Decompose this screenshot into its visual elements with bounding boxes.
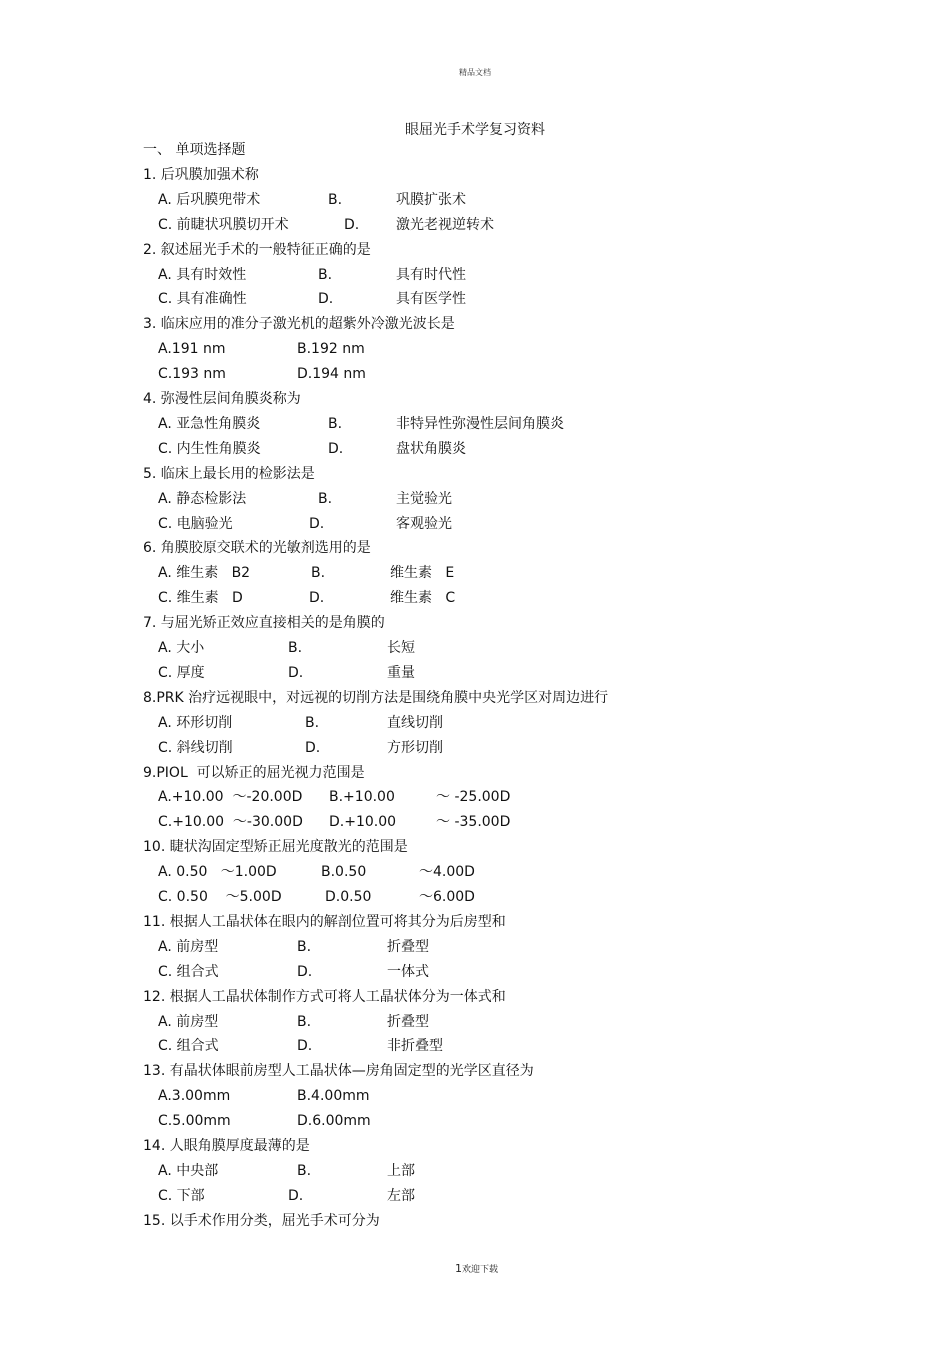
answer-option: D. xyxy=(297,963,313,980)
answer-option: ～ -25.00D xyxy=(436,789,511,806)
answer-option: C.5.00mm xyxy=(158,1113,231,1130)
question-stem: 15. 以手术作用分类，屈光手术可分为 xyxy=(143,1212,380,1229)
answer-option: A. 中央部 xyxy=(158,1162,219,1179)
answer-option: 折叠型 xyxy=(387,938,429,955)
answer-option: 直线切削 xyxy=(387,714,443,731)
question-stem: 14. 人眼角膜厚度最薄的是 xyxy=(143,1138,310,1154)
answer-option: A. 0.50 ～1.00D xyxy=(158,864,277,881)
answer-option: 非折叠型 xyxy=(387,1038,443,1055)
answer-option: A. 大小 xyxy=(158,640,205,656)
answer-option: A. 环形切削 xyxy=(158,714,233,731)
answer-option: D. xyxy=(309,515,325,532)
question-stem: 8.PRK 治疗远视眼中，对远视的切削方法是围绕角膜中央光学区对周边进行 xyxy=(143,689,609,706)
page-header: 精品文档 xyxy=(459,68,491,77)
answer-option: B. xyxy=(311,565,326,582)
answer-option: 一体式 xyxy=(387,963,429,980)
answer-option: D. xyxy=(318,291,334,308)
answer-option: B.4.00mm xyxy=(297,1088,370,1105)
answer-option: C. 维生素 D xyxy=(158,590,243,607)
footer-text: 欢迎下载 xyxy=(462,1265,499,1275)
answer-option: A. 静态检影法 xyxy=(158,490,247,507)
answer-option: C. 组合式 xyxy=(158,963,219,980)
answer-option: B.192 nm xyxy=(297,341,365,358)
answer-option: B. xyxy=(305,714,320,731)
question-stem: 2. 叙述屈光手术的一般特征正确的是 xyxy=(143,241,371,258)
answer-option: D.0.50 xyxy=(325,889,372,905)
question-stem: 13. 有晶状体眼前房型人工晶状体—房角固定型的光学区直径为 xyxy=(143,1063,534,1080)
answer-option: A. 前房型 xyxy=(158,938,219,955)
document-title: 眼屈光手术学复习资料 xyxy=(405,122,545,138)
answer-option: 具有医学性 xyxy=(396,291,466,308)
answer-option: B.+10.00 xyxy=(329,789,395,806)
answer-option: 上部 xyxy=(387,1162,415,1179)
question-stem: 3. 临床应用的准分子激光机的超紫外冷激光波长是 xyxy=(143,316,455,333)
answer-option: C. 前睫状巩膜切开术 xyxy=(158,216,289,233)
answer-option: B.0.50 xyxy=(321,864,367,881)
answer-option: D. xyxy=(305,739,321,756)
answer-option: A. 前房型 xyxy=(158,1013,219,1030)
answer-option: C.+10.00 ～-30.00D xyxy=(158,814,303,831)
answer-option: 巩膜扩张术 xyxy=(396,191,466,208)
answer-option: 激光老视逆转术 xyxy=(396,216,494,233)
answer-option: C. 内生性角膜炎 xyxy=(158,440,261,457)
question-stem: 9.PIOL 可以矫正的屈光视力范围是 xyxy=(143,764,365,781)
answer-option: D.6.00mm xyxy=(297,1113,371,1130)
answer-option: D. xyxy=(297,1038,313,1055)
answer-option: D. xyxy=(288,1187,304,1204)
answer-option: 客观验光 xyxy=(396,515,452,532)
answer-option: 折叠型 xyxy=(387,1013,429,1030)
question-stem: 12. 根据人工晶状体制作方式可将人工晶状体分为一体式和 xyxy=(143,988,506,1005)
answer-option: 盘状角膜炎 xyxy=(396,440,466,457)
answer-option: B. xyxy=(318,266,333,283)
answer-option: 长短 xyxy=(387,640,415,656)
section-heading: 一、 单项选择题 xyxy=(143,142,246,158)
answer-option: B. xyxy=(297,938,312,955)
answer-option: A. 亚急性角膜炎 xyxy=(158,415,261,432)
answer-option: D.+10.00 xyxy=(329,814,397,831)
answer-option: B. xyxy=(328,415,343,432)
answer-option: B. xyxy=(297,1162,312,1179)
answer-option: 重量 xyxy=(387,664,415,681)
answer-option: C. 电脑验光 xyxy=(158,515,233,532)
answer-option: C. 斜线切削 xyxy=(158,739,233,756)
answer-option: A.+10.00 ～-20.00D xyxy=(158,789,303,806)
answer-option: D. xyxy=(288,664,304,681)
question-stem: 5. 临床上最长用的检影法是 xyxy=(143,465,315,482)
question-stem: 7. 与屈光矫正效应直接相关的是角膜的 xyxy=(143,615,385,632)
answer-option: A. 后巩膜兜带术 xyxy=(158,191,261,208)
answer-option: B. xyxy=(328,191,343,208)
page-number: 1 xyxy=(455,1262,462,1275)
answer-option: C. 具有准确性 xyxy=(158,291,247,308)
answer-option: ～ -35.00D xyxy=(436,814,511,831)
answer-option: 左部 xyxy=(387,1187,415,1204)
answer-option: C. 厚度 xyxy=(158,664,205,681)
question-stem: 6. 角膜胶原交联术的光敏剂选用的是 xyxy=(143,540,371,557)
answer-option: 非特异性弥漫性层间角膜炎 xyxy=(396,415,564,432)
answer-option: 具有时代性 xyxy=(396,266,466,283)
answer-option: B. xyxy=(288,640,303,656)
answer-option: 维生素 C xyxy=(390,590,456,607)
answer-option: D. xyxy=(344,216,360,233)
answer-option: A. 维生素 B2 xyxy=(158,565,251,582)
answer-option: 主觉验光 xyxy=(396,490,452,507)
answer-option: C. 组合式 xyxy=(158,1038,219,1055)
answer-option: ～6.00D xyxy=(419,889,475,905)
answer-option: C. 下部 xyxy=(158,1187,205,1204)
answer-option: C.193 nm xyxy=(158,366,226,383)
answer-option: A.191 nm xyxy=(158,341,226,358)
answer-option: A. 具有时效性 xyxy=(158,266,247,283)
answer-option: 维生素 E xyxy=(390,565,455,582)
answer-option: B. xyxy=(318,490,333,507)
answer-option: ～4.00D xyxy=(419,864,475,881)
answer-option: D.194 nm xyxy=(297,366,366,383)
question-stem: 10. 睫状沟固定型矫正屈光度散光的范围是 xyxy=(143,839,408,856)
page-footer xyxy=(455,1262,498,1275)
question-stem: 11. 根据人工晶状体在眼内的解剖位置可将其分为后房型和 xyxy=(143,913,506,930)
question-stem: 4. 弥漫性层间角膜炎称为 xyxy=(143,391,301,407)
answer-option: D. xyxy=(328,440,344,457)
answer-option: A.3.00mm xyxy=(158,1088,231,1105)
answer-option: C. 0.50 ～5.00D xyxy=(158,889,282,905)
question-stem: 1. 后巩膜加强术称 xyxy=(143,166,259,183)
answer-option: 方形切削 xyxy=(387,739,443,756)
answer-option: B. xyxy=(297,1013,312,1030)
answer-option: D. xyxy=(309,590,325,607)
